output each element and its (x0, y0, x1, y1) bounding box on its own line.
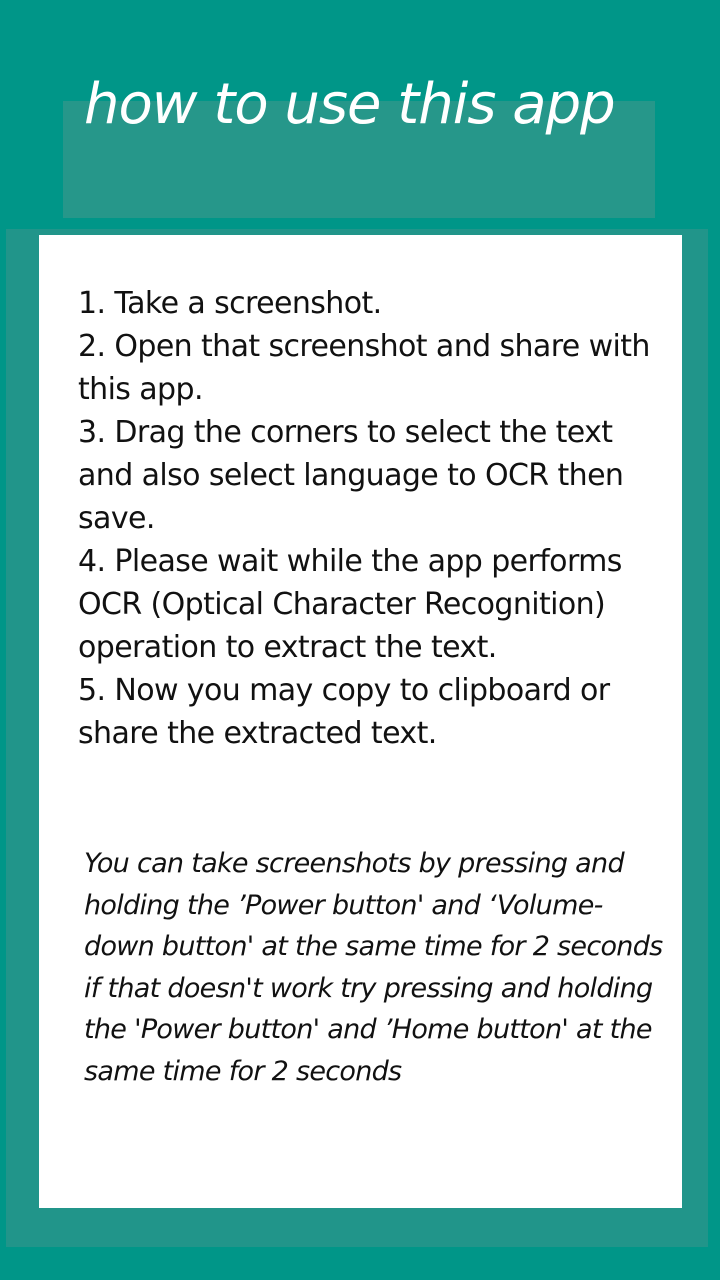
instruction-step-1: 1. Take a screenshot. (78, 286, 382, 321)
page-title: how to use this app (84, 72, 615, 137)
instruction-step-3: 3. Drag the corners to select the text and also select language to OCR then save. (78, 415, 624, 536)
instruction-steps (78, 282, 658, 755)
instruction-step-2: 2. Open that screenshot and share with this app. (78, 329, 650, 407)
screenshot-help-fallback: if that doesn't work try pressing and holding the 'Power button' and ’Home button' at the same time for 2 seconds (84, 972, 653, 1087)
screenshot-help-note (84, 843, 664, 1093)
instructions-card (39, 235, 682, 1208)
instruction-step-4: 4. Please wait while the app performs OCR (Optical Character Recognition) operation to extract the text. (78, 544, 622, 665)
screenshot-help-primary: You can take screenshots by pressing and holding the ’Power button' and ‘Volume-down button' at the same time for 2 seconds (84, 848, 663, 963)
instruction-step-5: 5. Now you may copy to clipboard or share the extracted text. (78, 673, 610, 751)
